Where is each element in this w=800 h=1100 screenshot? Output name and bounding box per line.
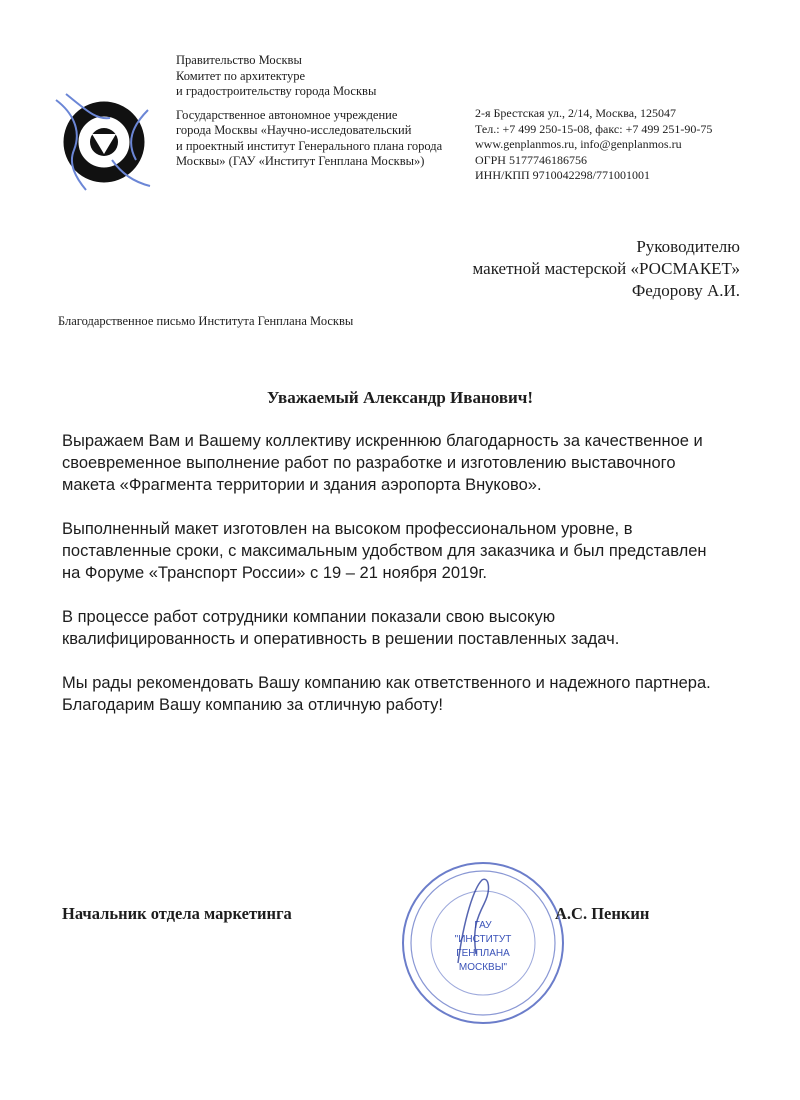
institute-line: города Москвы «Научно-исследовательский — [176, 123, 412, 137]
addressee-block — [473, 236, 740, 302]
addressee-line: Федорову А.И. — [631, 281, 740, 300]
org-line: Правительство Москвы — [176, 53, 302, 67]
website-email: www.genplanmos.ru, info@genplanmos.ru — [475, 137, 682, 151]
text-line: поставленные сроки, с максимальным удобством для заказчика и был представлен — [62, 542, 707, 560]
text-line: квалифицированность и оперативность в решении поставленных задач. — [62, 630, 620, 648]
letter-subject: Благодарственное письмо Института Генплана Москвы — [58, 314, 354, 328]
institute-line: и проектный институт Генерального плана города — [176, 138, 443, 153]
ogrn: ОГРН 5177746186756 — [475, 152, 587, 167]
institute-line: Москвы» (ГАУ «Институт Генплана Москвы») — [176, 154, 425, 168]
addressee-line: Руководителю — [636, 237, 740, 256]
paragraph — [62, 606, 762, 650]
signatory-title: Начальник отдела маркетинга — [62, 904, 292, 923]
org-line: и градостроительству города Москвы — [176, 84, 377, 98]
institute-logo — [52, 90, 158, 194]
organization-header — [176, 53, 466, 170]
stamp-line: МОСКВЫ" — [458, 962, 508, 973]
stamp-line: ГЕНПЛАНА — [456, 948, 510, 959]
text-line: Благодарим Вашу компанию за отличную работу! — [62, 696, 443, 714]
phone-fax: Тел.: +7 499 250-15-08, факс: +7 499 251-90-75 — [475, 121, 713, 136]
text-line: на Форуме «Транспорт России» с 19 – 21 ноября 2019г. — [62, 564, 487, 582]
contact-block — [475, 106, 795, 184]
text-line: Выполненный макет изготовлен на высоком профессиональном уровне, в — [62, 520, 633, 538]
text-line: В процессе работ сотрудники компании показали свою высокую — [62, 608, 556, 626]
letter-body — [62, 430, 762, 738]
paragraph — [62, 430, 762, 496]
institute-line: Государственное автономное учреждение — [176, 107, 398, 122]
text-line: Выражаем Вам и Вашему коллективу искреннюю благодарность за качественное и — [62, 432, 703, 450]
address: 2-я Брестская ул., 2/14, Москва, 125047 — [475, 106, 677, 120]
stamp-line: "ИНСТИТУТ — [454, 934, 512, 945]
stamp-line: ГАУ — [474, 920, 492, 931]
official-stamp — [398, 858, 568, 1028]
paragraph — [62, 672, 762, 716]
text-line: своевременное выполнение работ по разработке и изготовлению выставочного — [62, 454, 676, 472]
salutation: Уважаемый Александр Иванович! — [266, 388, 534, 407]
inn-kpp: ИНН/КПП 9710042298/771001001 — [475, 168, 651, 182]
addressee-line: макетной мастерской «РОСМАКЕТ» — [472, 259, 740, 278]
org-line: Комитет по архитектуре — [176, 68, 305, 83]
signatory-name: А.С. Пенкин — [555, 904, 650, 923]
text-line: макета «Фрагмента территории и здания аэропорта Внуково». — [62, 476, 542, 494]
paragraph — [62, 518, 762, 584]
text-line: Мы рады рекомендовать Вашу компанию как ответственного и надежного партнера. — [62, 674, 711, 692]
